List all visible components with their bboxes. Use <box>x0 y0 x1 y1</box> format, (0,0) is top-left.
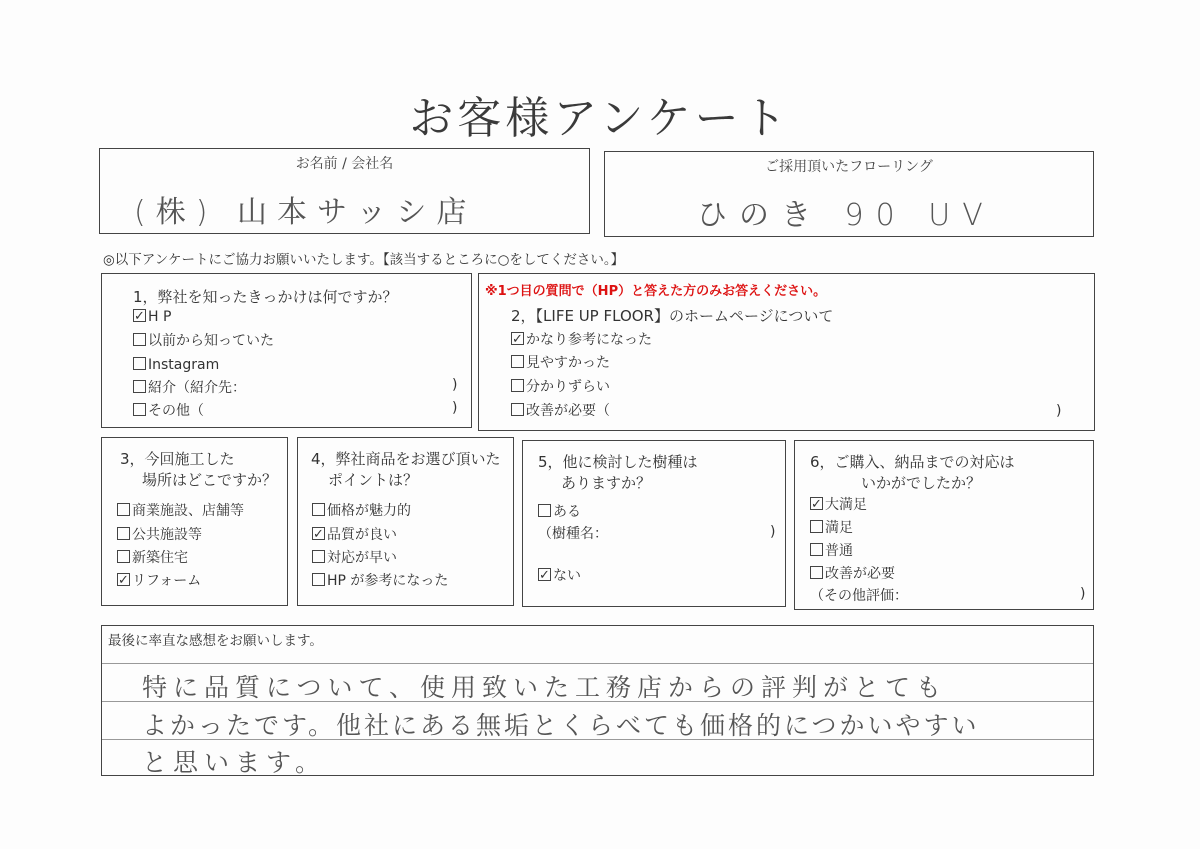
question-4-title-1: 4，弊社商品をお選び頂いた <box>311 450 501 468</box>
flooring-label: ご採用頂いたフローリング <box>765 159 933 175</box>
q5-species-label: （樹種名： <box>538 526 608 542</box>
q2-improve-close: ) <box>1056 403 1062 419</box>
comment-line-3[interactable]: と思います。 <box>142 748 327 777</box>
q5-species-close: ) <box>770 524 776 540</box>
checkbox[interactable] <box>810 566 823 579</box>
q3-option-public[interactable]: 公共施設等 <box>117 524 202 547</box>
q2-option-improve[interactable]: 改善が必要（ <box>511 400 610 423</box>
checkbox[interactable] <box>810 543 823 556</box>
q1-option-known[interactable]: 以前から知っていた <box>133 330 274 353</box>
checkbox[interactable] <box>511 355 524 368</box>
checkbox[interactable] <box>511 403 524 416</box>
comment-line-2[interactable]: よかったです。他社にある無垢とくらべても価格的につかいやすい <box>142 711 980 740</box>
q2-option-helpful[interactable]: ✓かなり参考になった <box>511 329 652 352</box>
comments-box <box>101 625 1094 776</box>
q4-option-hp[interactable]: HP が参考になった <box>312 570 448 593</box>
question-2-note: ※1つ目の質問で（HP）と答えた方のみお答えください。 <box>485 284 827 299</box>
q6-option-very-satisfied[interactable]: ✓大満足 <box>810 494 867 517</box>
comment-line-1[interactable]: 特に品質について、使用致いた工務店からの評判がとても <box>142 673 948 702</box>
checkbox[interactable] <box>312 503 325 516</box>
checkbox[interactable] <box>133 380 146 393</box>
flooring-box <box>604 151 1094 237</box>
q3-option-reform[interactable]: ✓リフォーム <box>117 570 201 593</box>
q5-option-no[interactable]: ✓ない <box>538 565 581 588</box>
checkbox[interactable] <box>117 503 130 516</box>
checkbox[interactable] <box>312 573 325 586</box>
question-3-title-1: 3，今回施工した <box>120 450 235 468</box>
question-3-box <box>101 437 288 606</box>
checkbox-checked[interactable] <box>511 332 524 345</box>
q4-option-quality[interactable]: ✓品質が良い <box>312 524 397 547</box>
question-1-title: 1，弊社を知ったきっかけは何ですか？ <box>133 288 398 306</box>
checkbox[interactable] <box>117 527 130 540</box>
checkbox[interactable] <box>117 550 130 563</box>
q6-other-label: （その他評価： <box>810 588 908 604</box>
question-4-box <box>297 437 514 606</box>
q6-option-improve[interactable]: 改善が必要 <box>810 563 895 586</box>
q1-option-other[interactable]: その他（ <box>133 400 204 423</box>
question-5-title-2: ありますか？ <box>561 474 652 492</box>
q3-option-commercial[interactable]: 商業施設、店舗等 <box>117 500 244 523</box>
checkbox-checked[interactable] <box>133 309 146 322</box>
instructions: ◎以下アンケートにご協力お願いいたします。【該当するところに○をしてください。】 <box>103 252 625 268</box>
question-6-title-2: いかがでしたか？ <box>861 474 982 492</box>
question-3-title-2: 場所はどこですか？ <box>142 471 278 489</box>
q2-option-hard[interactable]: 分かりずらい <box>511 376 610 399</box>
checkbox[interactable] <box>538 504 551 517</box>
question-5-box <box>522 440 786 607</box>
checkbox[interactable] <box>133 333 146 346</box>
q6-option-satisfied[interactable]: 満足 <box>810 517 853 540</box>
checkbox[interactable] <box>312 550 325 563</box>
q1-other-close: ) <box>452 400 458 416</box>
page-title: お客様アンケート <box>409 93 791 144</box>
question-6-title-1: 6，ご購入、納品までの対応は <box>810 453 1015 471</box>
q1-referral-close: ) <box>452 377 458 393</box>
question-2-box <box>478 273 1095 431</box>
q3-option-newhouse[interactable]: 新築住宅 <box>117 547 188 570</box>
question-5-title-1: 5，他に検討した樹種は <box>538 453 698 471</box>
question-6-box <box>794 440 1094 610</box>
q6-option-normal[interactable]: 普通 <box>810 540 853 563</box>
comment-rule <box>102 663 1093 664</box>
checkbox-checked[interactable] <box>312 527 325 540</box>
question-1-box <box>101 273 472 428</box>
flooring-value[interactable]: ひのき 90 UV <box>697 198 995 233</box>
name-box <box>99 148 590 234</box>
comments-label: 最後に率直な感想をお願いします。 <box>108 633 323 649</box>
checkbox-checked[interactable] <box>117 573 130 586</box>
q4-option-response[interactable]: 対応が早い <box>312 547 397 570</box>
checkbox[interactable] <box>511 379 524 392</box>
question-4-title-2: ポイントは？ <box>328 471 419 489</box>
checkbox[interactable] <box>810 520 823 533</box>
question-2-title: 2，【LIFE UP FLOOR】のホームページについて <box>511 307 834 325</box>
q6-other-close: ) <box>1080 586 1086 602</box>
checkbox[interactable] <box>133 403 146 416</box>
checkbox[interactable] <box>133 357 146 370</box>
checkbox-checked[interactable] <box>538 568 551 581</box>
name-label: お名前 / 会社名 <box>295 156 394 172</box>
q1-option-instagram[interactable]: Instagram <box>133 354 219 377</box>
checkbox-checked[interactable] <box>810 497 823 510</box>
q2-option-easy[interactable]: 見やすかった <box>511 352 610 375</box>
q4-option-price[interactable]: 価格が魅力的 <box>312 500 411 523</box>
q5-option-yes[interactable]: ある <box>538 501 581 524</box>
name-value[interactable]: (株) 山本サッシ店 <box>134 195 477 230</box>
q1-option-hp[interactable]: ✓H P <box>133 306 171 329</box>
q1-option-referral[interactable]: 紹介（紹介先： <box>133 377 246 400</box>
